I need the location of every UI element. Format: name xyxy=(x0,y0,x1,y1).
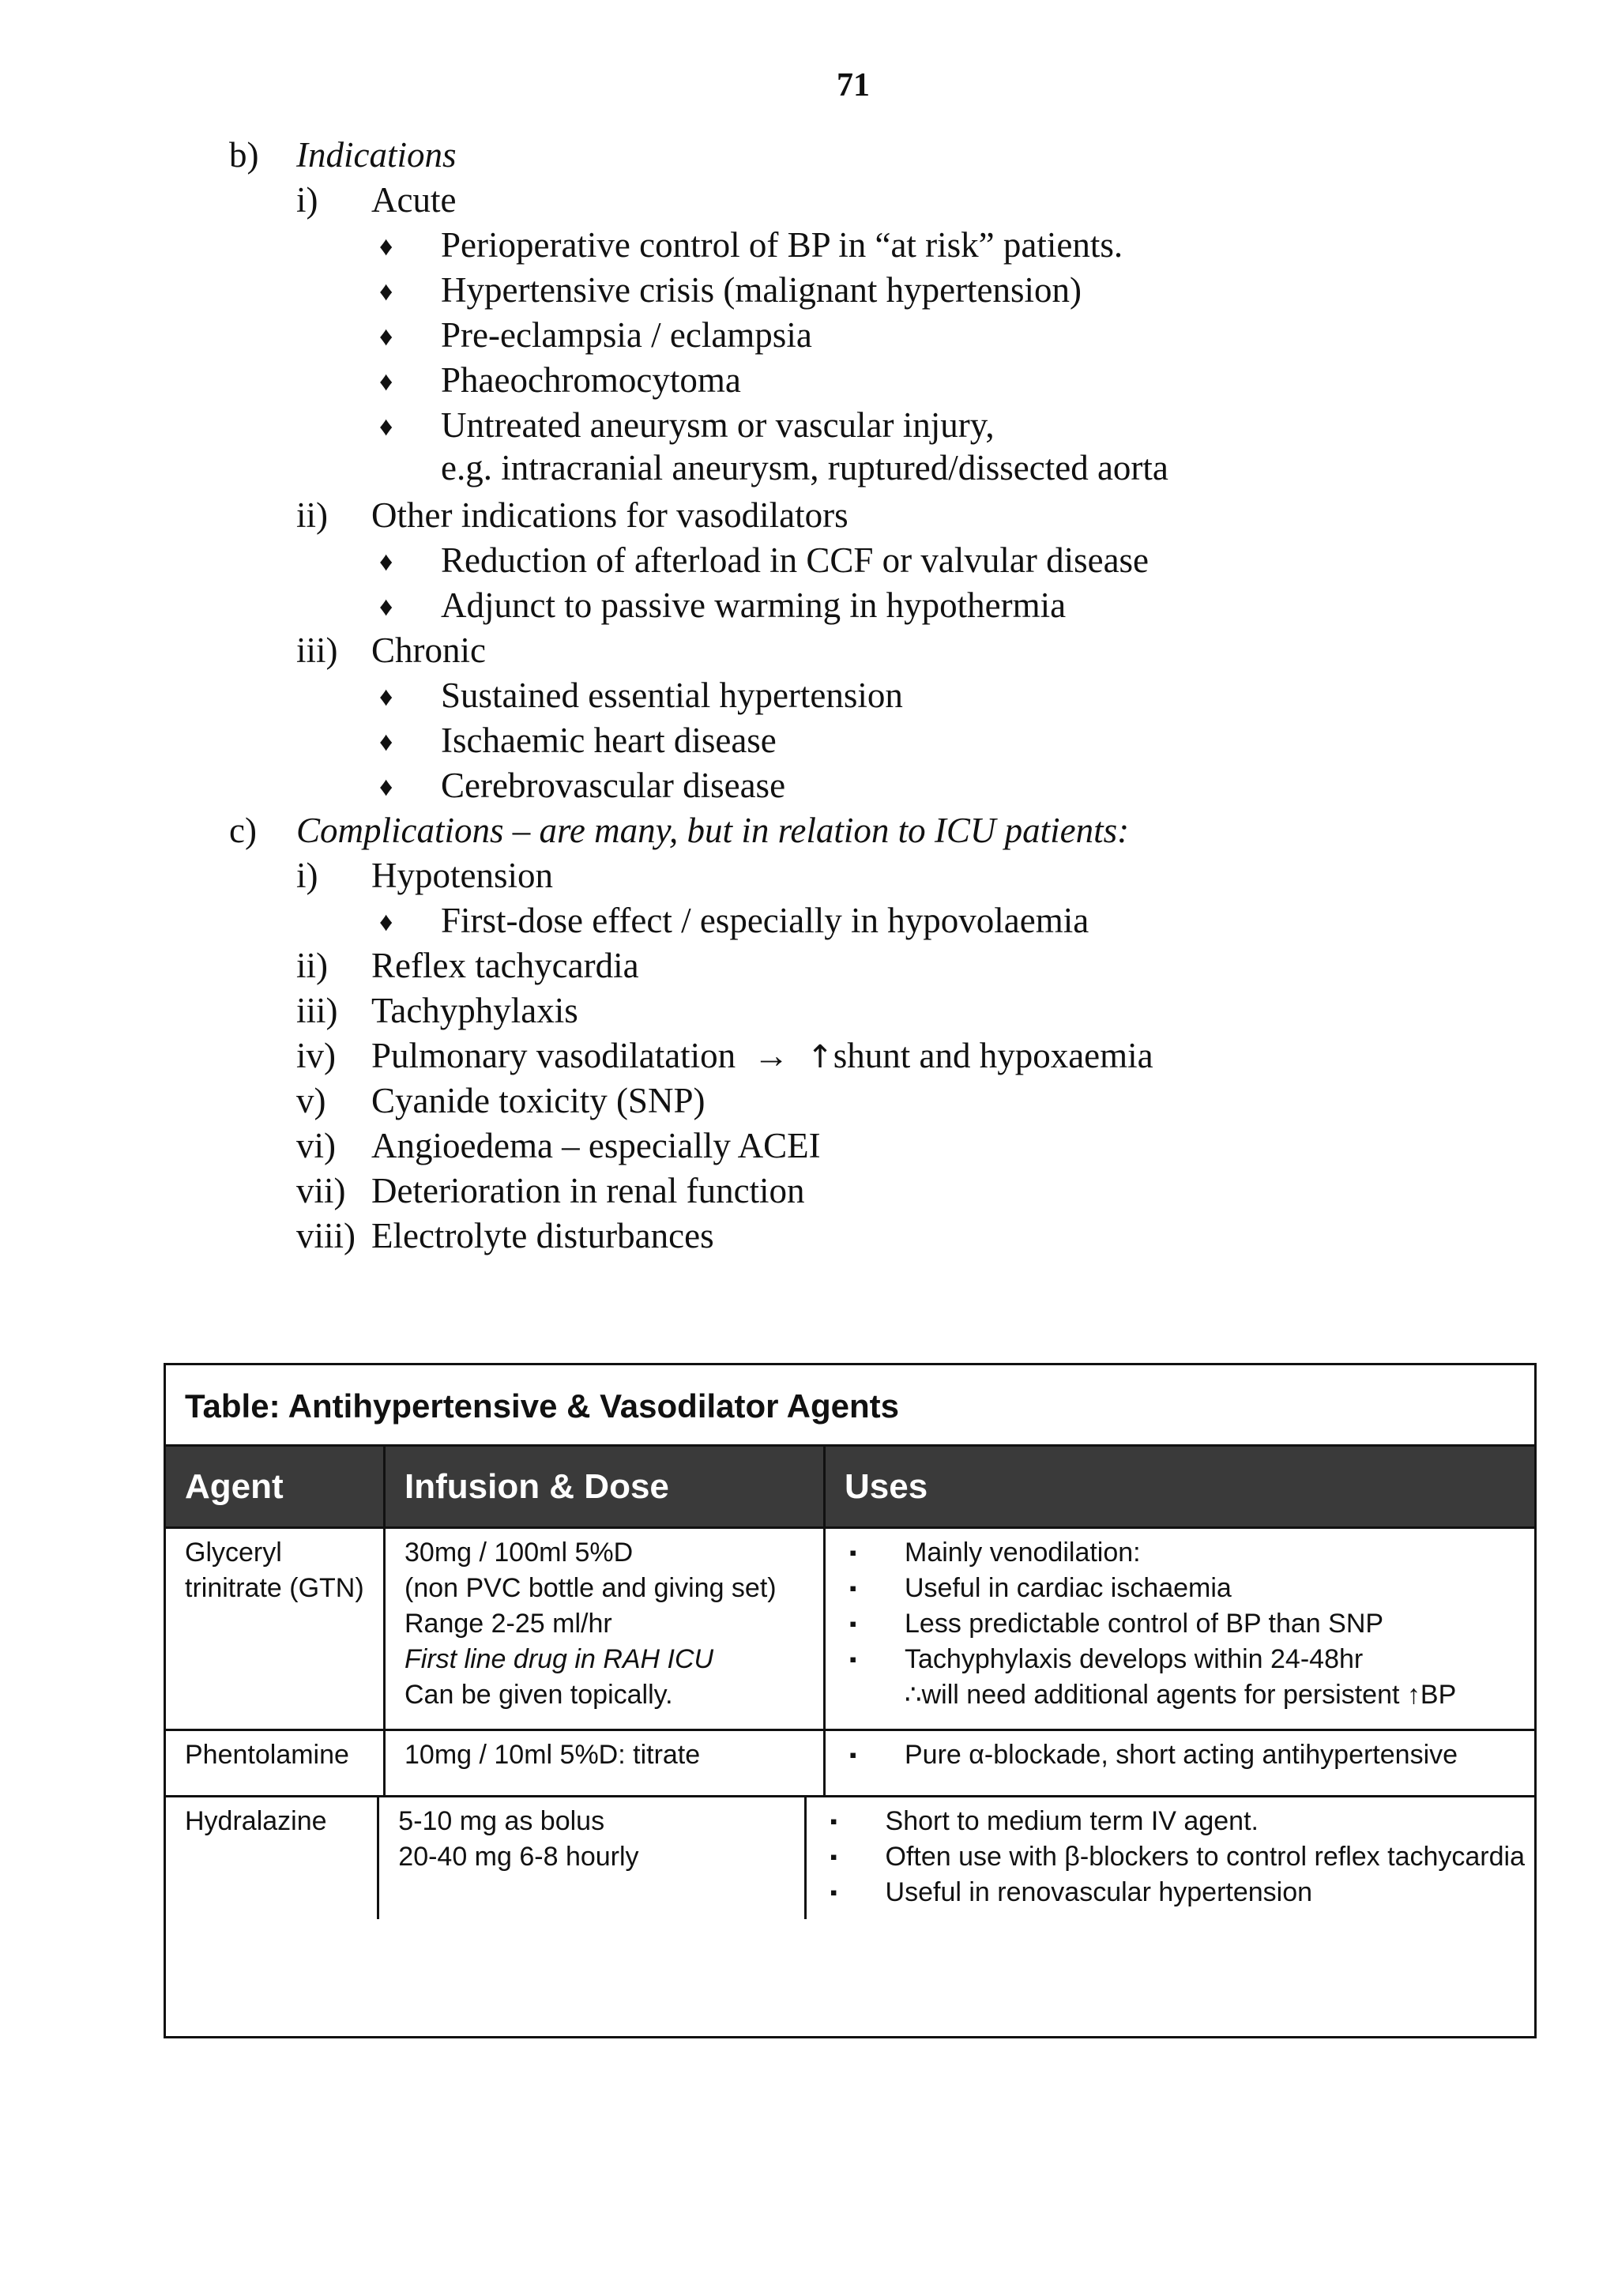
uses-cell xyxy=(826,1529,1534,1729)
uses-cell xyxy=(807,1797,1534,1919)
subsection-label: iii) xyxy=(296,630,338,670)
cell-line: Can be given topically. xyxy=(404,1680,673,1710)
list-item xyxy=(229,223,1572,268)
subsection-label: viii) xyxy=(296,1216,356,1255)
dose-cell xyxy=(386,1731,826,1795)
uses-item xyxy=(849,1571,1525,1606)
subsection-hypotension xyxy=(229,853,1572,898)
cell-line: Phentolamine xyxy=(185,1740,349,1770)
uses-item xyxy=(849,1737,1525,1773)
subsection-label: vi) xyxy=(296,1126,336,1165)
complication-item xyxy=(229,1078,1572,1124)
list-item xyxy=(229,718,1572,763)
uses-cell xyxy=(826,1731,1534,1795)
diamond-bullet-icon: ♦ xyxy=(379,728,393,757)
subsection-label: iv) xyxy=(296,1036,336,1075)
complication-item xyxy=(229,943,1572,988)
cell-line: trinitrate (GTN) xyxy=(185,1573,364,1603)
list-item xyxy=(229,763,1572,808)
section-label: c) xyxy=(229,811,257,850)
subsection-label: ii) xyxy=(296,495,328,535)
complication-text: Angioedema – especially ACEI xyxy=(371,1126,821,1165)
uses-text: Mainly venodilation: xyxy=(905,1538,1141,1568)
square-bullet-icon: ▪ xyxy=(849,1612,857,1635)
cell-line: 30mg / 100ml 5%D xyxy=(404,1538,634,1568)
list-item xyxy=(229,538,1572,583)
list-item-text: First-dose effect / especially in hypovolaemia xyxy=(441,901,1089,940)
agent-cell xyxy=(166,1529,386,1729)
table-title: Table: Antihypertensive & Vasodilator Agents xyxy=(166,1365,1534,1447)
square-bullet-icon: ▪ xyxy=(830,1845,837,1869)
column-header-uses: Uses xyxy=(845,1467,928,1506)
complication-text-group xyxy=(371,1033,1153,1080)
cell-line: 20-40 mg 6-8 hourly xyxy=(398,1842,639,1872)
subsection-label: v) xyxy=(296,1081,326,1120)
table-row xyxy=(166,1729,1534,1795)
subsection-chronic xyxy=(229,628,1572,673)
uses-text: Tachyphylaxis develops within 24-48hr xyxy=(905,1644,1364,1674)
complication-text: Cyanide toxicity (SNP) xyxy=(371,1081,706,1120)
diamond-bullet-icon: ♦ xyxy=(379,683,393,712)
section-heading: Indications xyxy=(296,135,457,175)
table-row xyxy=(166,1526,1534,1729)
uses-item xyxy=(849,1606,1525,1642)
list-item-text: Cerebrovascular disease xyxy=(441,766,786,805)
complication-item xyxy=(229,1214,1572,1259)
complication-item xyxy=(229,1033,1572,1078)
right-arrow-icon: → xyxy=(753,1036,789,1075)
complication-text: Reflex tachycardia xyxy=(371,946,639,985)
complication-item xyxy=(229,1169,1572,1214)
complication-text-tail: shunt and hypoxaemia xyxy=(833,1036,1153,1075)
diamond-bullet-icon: ♦ xyxy=(379,277,393,307)
diamond-bullet-icon: ♦ xyxy=(379,908,393,937)
square-bullet-icon: ▪ xyxy=(849,1541,857,1564)
subsection-label: i) xyxy=(296,180,318,220)
section-indications xyxy=(229,133,1572,178)
list-item-continuation xyxy=(229,448,1572,493)
uses-item xyxy=(849,1535,1525,1571)
list-item-text: Reduction of afterload in CCF or valvular disease xyxy=(441,540,1150,580)
list-item xyxy=(229,898,1572,943)
square-bullet-icon: ▪ xyxy=(849,1743,857,1767)
list-item xyxy=(229,583,1572,628)
up-arrow-icon: ↑ xyxy=(807,1039,833,1075)
square-bullet-icon: ▪ xyxy=(830,1809,837,1833)
list-item xyxy=(229,358,1572,403)
subsection-label: i) xyxy=(296,856,318,895)
cell-line: First line drug in RAH ICU xyxy=(404,1644,714,1674)
subsection-heading: Chronic xyxy=(371,630,486,670)
agent-cell xyxy=(166,1797,379,1919)
subsection-heading: Acute xyxy=(371,180,457,220)
complication-text: Tachyphylaxis xyxy=(371,991,578,1030)
diamond-bullet-icon: ♦ xyxy=(379,593,393,622)
cell-line: (non PVC bottle and giving set) xyxy=(404,1573,777,1603)
cell-line: 10mg / 10ml 5%D: titrate xyxy=(404,1740,701,1770)
diamond-bullet-icon: ♦ xyxy=(379,322,393,352)
uses-text: Often use with β-blockers to control reflex tachycardia xyxy=(885,1842,1525,1872)
square-bullet-icon: ▪ xyxy=(849,1576,857,1600)
column-header-dose: Infusion & Dose xyxy=(386,1447,826,1526)
subsection-heading: Other indications for vasodilators xyxy=(371,495,849,535)
uses-text: Useful in cardiac ischaemia xyxy=(905,1573,1232,1603)
section-complications xyxy=(229,808,1572,853)
diamond-bullet-icon: ♦ xyxy=(379,412,393,442)
list-item-text: Sustained essential hypertension xyxy=(441,676,903,715)
list-item-text: Ischaemic heart disease xyxy=(441,721,777,760)
list-item-text: Untreated aneurysm or vascular injury, xyxy=(441,405,995,445)
dose-cell xyxy=(379,1797,806,1919)
table-header-row xyxy=(166,1447,1534,1526)
list-item-text: Hypertensive crisis (malignant hypertension) xyxy=(441,270,1082,310)
uses-subtext: ∴will need additional agents for persistent ↑BP xyxy=(905,1680,1457,1710)
section-label: b) xyxy=(229,135,259,175)
diamond-bullet-icon: ♦ xyxy=(379,367,393,397)
cell-line: Hydralazine xyxy=(185,1806,327,1836)
diamond-bullet-icon: ♦ xyxy=(379,773,393,802)
list-item xyxy=(229,403,1572,448)
cell-line: 5-10 mg as bolus xyxy=(398,1806,605,1836)
subsection-heading: Hypotension xyxy=(371,856,553,895)
list-item xyxy=(229,313,1572,358)
uses-text: Less predictable control of BP than SNP xyxy=(905,1609,1384,1639)
diamond-bullet-icon: ♦ xyxy=(379,232,393,262)
dose-cell xyxy=(386,1529,826,1729)
cell-line: Range 2-25 ml/hr xyxy=(404,1609,612,1639)
page-number: 71 xyxy=(837,67,870,104)
section-heading: Complications – are many, but in relation to ICU patients: xyxy=(296,811,1130,850)
subsection-label: ii) xyxy=(296,946,328,985)
square-bullet-icon: ▪ xyxy=(830,1880,837,1904)
list-item-text: Pre-eclampsia / eclampsia xyxy=(441,315,812,355)
subsection-label: iii) xyxy=(296,991,338,1030)
list-item xyxy=(229,268,1572,313)
list-item-text: e.g. intracranial aneurysm, ruptured/dissected aorta xyxy=(441,448,1168,487)
uses-text: Pure α-blockade, short acting antihypertensive xyxy=(905,1740,1458,1770)
uses-item xyxy=(830,1804,1525,1839)
list-item xyxy=(229,673,1572,718)
complication-item xyxy=(229,988,1572,1033)
subsection-acute xyxy=(229,178,1572,223)
agents-table xyxy=(164,1363,1537,2038)
cell-line: Glyceryl xyxy=(185,1538,282,1568)
list-item-text: Perioperative control of BP in “at risk” patients. xyxy=(441,225,1123,265)
diamond-bullet-icon: ♦ xyxy=(379,548,393,577)
column-header-agent: Agent xyxy=(166,1447,386,1526)
indications-complications-outline xyxy=(229,133,1572,1259)
subsection-other xyxy=(229,493,1572,538)
agent-cell xyxy=(166,1731,386,1795)
uses-item xyxy=(849,1642,1525,1677)
uses-item xyxy=(830,1839,1525,1875)
subsection-label: vii) xyxy=(296,1171,346,1210)
complication-item xyxy=(229,1124,1572,1169)
table-row xyxy=(166,1795,1534,1919)
uses-text: Short to medium term IV agent. xyxy=(885,1806,1259,1836)
complication-text: Electrolyte disturbances xyxy=(371,1216,714,1255)
square-bullet-icon: ▪ xyxy=(849,1647,857,1671)
uses-text: Useful in renovascular hypertension xyxy=(885,1877,1313,1907)
list-item-text: Adjunct to passive warming in hypothermia xyxy=(441,585,1067,625)
complication-text: Pulmonary vasodilatation xyxy=(371,1036,736,1075)
uses-item xyxy=(830,1875,1525,1910)
complication-text: Deterioration in renal function xyxy=(371,1171,805,1210)
list-item-text: Phaeochromocytoma xyxy=(441,360,741,400)
